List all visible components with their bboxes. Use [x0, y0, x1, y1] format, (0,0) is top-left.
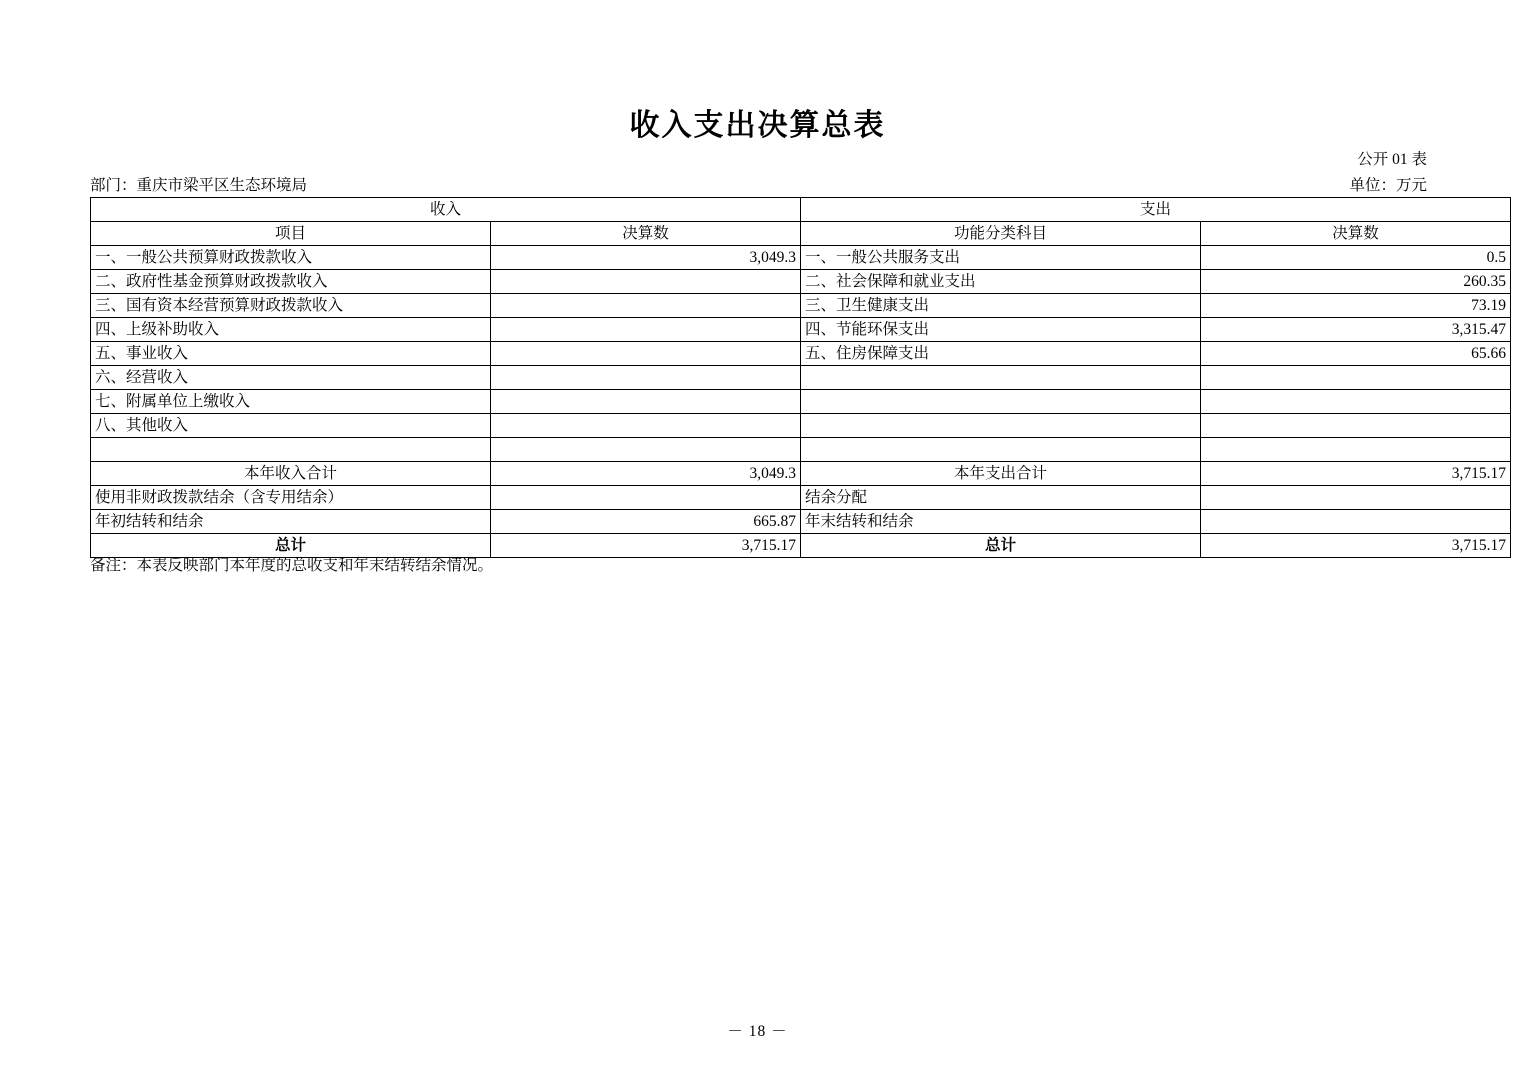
expenditure-total-value: 3,715.17 — [1201, 534, 1511, 558]
income-subtotal-label: 本年收入合计 — [91, 462, 491, 486]
income-item-label: 年初结转和结余 — [91, 510, 491, 534]
expenditure-item-label: 二、社会保障和就业支出 — [801, 270, 1201, 294]
expenditure-item-value: 65.66 — [1201, 342, 1511, 366]
income-item-label: 五、事业收入 — [91, 342, 491, 366]
expenditure-total-label: 总计 — [801, 534, 1201, 558]
expenditure-item-label: 年末结转和结余 — [801, 510, 1201, 534]
income-item-value — [491, 270, 801, 294]
table-note: 备注：本表反映部门本年度的总收支和年末结转结余情况。 — [90, 557, 494, 574]
expenditure-item-label: 四、节能环保支出 — [801, 318, 1201, 342]
expenditure-item-label: 结余分配 — [801, 486, 1201, 510]
expenditure-item-value — [1201, 510, 1511, 534]
income-item-label: 一、一般公共预算财政拨款收入 — [91, 246, 491, 270]
table-row — [91, 318, 1511, 342]
expenditure-item-label — [801, 414, 1201, 438]
table-group-header-row — [91, 198, 1511, 222]
income-item-label — [91, 438, 491, 462]
budget-summary-table — [90, 197, 1511, 558]
expenditure-item-value: 73.19 — [1201, 294, 1511, 318]
table-row — [91, 486, 1511, 510]
table-row — [91, 246, 1511, 270]
income-subtotal-value: 3,049.3 — [491, 462, 801, 486]
expenditure-item-value — [1201, 414, 1511, 438]
page-number: － 18 － — [727, 1023, 788, 1040]
expenditure-item-label — [801, 438, 1201, 462]
sheet-number: 公开 01 表 — [1357, 151, 1427, 168]
table-row — [91, 270, 1511, 294]
department-line: 部门：重庆市梁平区生态环境局 — [90, 177, 308, 194]
expenditure-item-label: 一、一般公共服务支出 — [801, 246, 1201, 270]
expenditure-subtotal-label: 本年支出合计 — [801, 462, 1201, 486]
group-header-income: 收入 — [91, 198, 801, 222]
income-item-value — [491, 294, 801, 318]
column-header-income-amount: 决算数 — [491, 222, 801, 246]
income-item-value — [491, 366, 801, 390]
table-column-header-row — [91, 222, 1511, 246]
column-header-expenditure-item: 功能分类科目 — [801, 222, 1201, 246]
expenditure-item-label — [801, 390, 1201, 414]
income-item-value — [491, 390, 801, 414]
income-total-label: 总计 — [91, 534, 491, 558]
table-row — [91, 294, 1511, 318]
expenditure-subtotal-value: 3,715.17 — [1201, 462, 1511, 486]
expenditure-item-label: 三、卫生健康支出 — [801, 294, 1201, 318]
income-item-label: 使用非财政拨款结余（含专用结余） — [91, 486, 491, 510]
table-row-subtotal — [91, 462, 1511, 486]
income-item-value — [491, 318, 801, 342]
group-header-expenditure: 支出 — [801, 198, 1511, 222]
income-item-label: 三、国有资本经营预算财政拨款收入 — [91, 294, 491, 318]
table-row — [91, 510, 1511, 534]
expenditure-item-value — [1201, 486, 1511, 510]
income-item-value: 3,049.3 — [491, 246, 801, 270]
income-item-value — [491, 414, 801, 438]
expenditure-item-label: 五、住房保障支出 — [801, 342, 1201, 366]
income-item-label: 八、其他收入 — [91, 414, 491, 438]
column-header-income-item: 项目 — [91, 222, 491, 246]
expenditure-item-value — [1201, 390, 1511, 414]
expenditure-item-value: 0.5 — [1201, 246, 1511, 270]
income-item-label: 六、经营收入 — [91, 366, 491, 390]
income-item-value — [491, 438, 801, 462]
expenditure-item-label — [801, 366, 1201, 390]
income-item-value — [491, 342, 801, 366]
table-row-spacer — [91, 438, 1511, 462]
income-total-value: 3,715.17 — [491, 534, 801, 558]
page-title: 收入支出决算总表 — [629, 108, 886, 143]
expenditure-item-value — [1201, 438, 1511, 462]
income-item-value: 665.87 — [491, 510, 801, 534]
table-row — [91, 414, 1511, 438]
income-item-label: 七、附属单位上缴收入 — [91, 390, 491, 414]
expenditure-item-value — [1201, 366, 1511, 390]
expenditure-item-value: 3,315.47 — [1201, 318, 1511, 342]
table-row — [91, 342, 1511, 366]
column-header-expenditure-amount: 决算数 — [1201, 222, 1511, 246]
income-item-label: 四、上级补助收入 — [91, 318, 491, 342]
table-row — [91, 366, 1511, 390]
expenditure-item-value: 260.35 — [1201, 270, 1511, 294]
unit-line: 单位：万元 — [1349, 177, 1427, 194]
income-item-value — [491, 486, 801, 510]
table-row — [91, 390, 1511, 414]
income-item-label: 二、政府性基金预算财政拨款收入 — [91, 270, 491, 294]
